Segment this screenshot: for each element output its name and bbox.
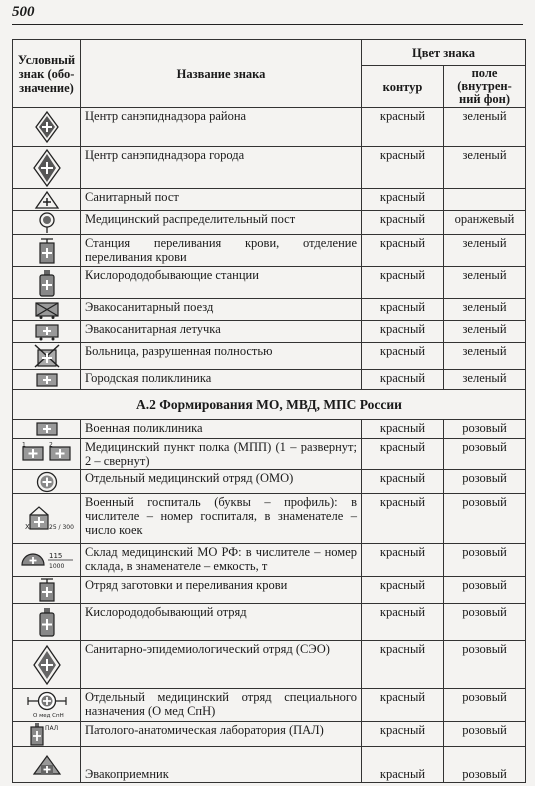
row-name: Военный госпиталь (буквы – профиль): в числителе – номер госпиталя, в знаменателе – число коек: [81, 494, 362, 544]
circle-plus-icon: [36, 471, 58, 493]
row-outline: красный: [362, 604, 444, 641]
row-outline: красный: [362, 189, 444, 211]
medical-warehouse-icon: [19, 549, 75, 571]
special-unit-label: О мед СпН: [32, 713, 64, 719]
row-fill: зеленый: [444, 370, 526, 390]
lab-label: ПАЛ: [44, 725, 58, 732]
table-row: [13, 604, 526, 641]
row-outline: красный: [362, 689, 444, 722]
clinic-icon: [36, 373, 58, 387]
blood-bag-icon: [38, 238, 56, 264]
row-fill: оранжевый: [444, 211, 526, 235]
row-outline: красный: [362, 420, 444, 439]
row-outline: красный: [362, 321, 444, 343]
table-row: [13, 211, 526, 235]
row-outline: красный: [362, 343, 444, 370]
row-fill: зеленый: [444, 108, 526, 147]
row-outline: красный: [362, 641, 444, 689]
row-fill: розовый: [444, 747, 526, 783]
header-outline: контур: [362, 66, 444, 108]
row-name: Санитарный пост: [81, 189, 362, 211]
table-row: [13, 267, 526, 299]
header-color: Цвет знака: [362, 40, 526, 66]
row-fill: розовый: [444, 722, 526, 747]
row-name: Медицинский пункт полка (МПП) (1 – развернут; 2 – свернут): [81, 439, 362, 470]
table-row: [13, 343, 526, 370]
row-fill: розовый: [444, 470, 526, 494]
row-fill: розовый: [444, 689, 526, 722]
circle-post-icon: [37, 212, 57, 234]
row-outline: красный: [362, 439, 444, 470]
hospital-fraction-label: 25 / 300: [48, 523, 74, 531]
row-name: Станция переливания крови, отделение переливания крови: [81, 235, 362, 267]
table-row: [13, 689, 526, 722]
diamond-double-icon: [33, 149, 61, 187]
row-fill: розовый: [444, 604, 526, 641]
row-name: Эвакосанитарная летучка: [81, 321, 362, 343]
regiment-aid-post-icon: [21, 442, 73, 466]
blood-bag-icon: [38, 578, 56, 602]
page-number: 500: [12, 4, 35, 20]
row-outline: красный: [362, 494, 444, 544]
row-name: Медицинский распределительный пост: [81, 211, 362, 235]
table-row: [13, 420, 526, 439]
table-row: [13, 439, 526, 470]
row-fill: розовый: [444, 544, 526, 577]
row-name: Отдельный медицинский отряд специального назначения (О мед СпН): [81, 689, 362, 722]
row-outline: красный: [362, 211, 444, 235]
military-hospital-icon: [24, 501, 74, 537]
row-outline: красный: [362, 722, 444, 747]
triangle-plus-icon: [35, 191, 59, 209]
oxygen-cylinder-icon: [38, 269, 56, 297]
row-outline: красный: [362, 267, 444, 299]
row-name: Кислорододобывающий отряд: [81, 604, 362, 641]
row-name: Патолого-анатомическая лаборатория (ПАЛ): [81, 722, 362, 747]
table-row: [13, 641, 526, 689]
row-outline: красный: [362, 235, 444, 267]
header-symbol: Условный знак (обо-значение): [13, 40, 81, 108]
top-rule: [12, 24, 523, 25]
diamond-double-icon: [33, 645, 61, 685]
lab-icon: [27, 722, 67, 746]
row-fill: зеленый: [444, 321, 526, 343]
row-fill: розовый: [444, 439, 526, 470]
table-row: [13, 108, 526, 147]
row-name: Эвакоприемник: [81, 747, 362, 783]
warehouse-top-label: 115: [48, 552, 62, 560]
evac-receiver-icon: [32, 754, 62, 776]
mpp-1-label: 1: [21, 441, 26, 449]
row-name: Больница, разрушенная полностью: [81, 343, 362, 370]
hospital-profile-label: Х: [24, 522, 30, 531]
table-row: [13, 544, 526, 577]
row-outline: красный: [362, 544, 444, 577]
header-fill: поле (внутрен-ний фон): [444, 66, 526, 108]
row-name: Склад медицинский МО РФ: в числителе – номер склада, в знаменателе – емкость, т: [81, 544, 362, 577]
row-outline: красный: [362, 370, 444, 390]
row-name: Отдельный медицинский отряд (ОМО): [81, 470, 362, 494]
row-fill: розовый: [444, 494, 526, 544]
row-name: Отряд заготовки и переливания крови: [81, 577, 362, 604]
row-fill: зеленый: [444, 235, 526, 267]
section-title: А.2 Формирования МО, МВД, МПС России: [13, 390, 526, 420]
row-outline: красный: [362, 108, 444, 147]
row-fill: розовый: [444, 641, 526, 689]
row-fill: зеленый: [444, 299, 526, 321]
table-row: [13, 494, 526, 544]
row-name: Центр санэпиднадзора района: [81, 108, 362, 147]
table-row: [13, 722, 526, 747]
row-fill: зеленый: [444, 267, 526, 299]
train-cross-icon: [34, 301, 60, 319]
row-fill: [444, 189, 526, 211]
row-outline: красный: [362, 299, 444, 321]
table-row: [13, 147, 526, 189]
row-fill: зеленый: [444, 147, 526, 189]
diamond-plus-icon: [34, 110, 60, 144]
row-name: Санитарно-эпидемиологический отряд (СЭО): [81, 641, 362, 689]
row-name: Эвакосанитарный поезд: [81, 299, 362, 321]
mpp-2-label: 2: [48, 441, 53, 449]
special-unit-icon: [25, 691, 69, 719]
oxygen-cylinder-icon: [38, 607, 56, 637]
header-name: Название знака: [81, 40, 362, 108]
row-name: Городская поликлиника: [81, 370, 362, 390]
row-outline: красный: [362, 470, 444, 494]
row-outline: красный: [362, 147, 444, 189]
row-fill: зеленый: [444, 343, 526, 370]
table-row: [13, 235, 526, 267]
table-row: [13, 321, 526, 343]
row-name: Кислорододобывающие станции: [81, 267, 362, 299]
table-row: [13, 299, 526, 321]
row-name: Центр санэпиднадзора города: [81, 147, 362, 189]
table-row: [13, 189, 526, 211]
table-row: [13, 747, 526, 783]
row-fill: розовый: [444, 420, 526, 439]
wagon-icon: [34, 323, 60, 341]
row-outline: красный: [362, 747, 444, 783]
table-row: [13, 577, 526, 604]
row-outline: красный: [362, 577, 444, 604]
section-heading-row: [13, 390, 526, 420]
military-clinic-icon: [36, 422, 58, 436]
table-row: [13, 370, 526, 390]
warehouse-bottom-label: 1000: [48, 563, 64, 570]
row-fill: розовый: [444, 577, 526, 604]
table-row: [13, 470, 526, 494]
destroyed-hospital-icon: [34, 344, 60, 368]
symbols-table: [12, 39, 526, 783]
row-name: Военная поликлиника: [81, 420, 362, 439]
